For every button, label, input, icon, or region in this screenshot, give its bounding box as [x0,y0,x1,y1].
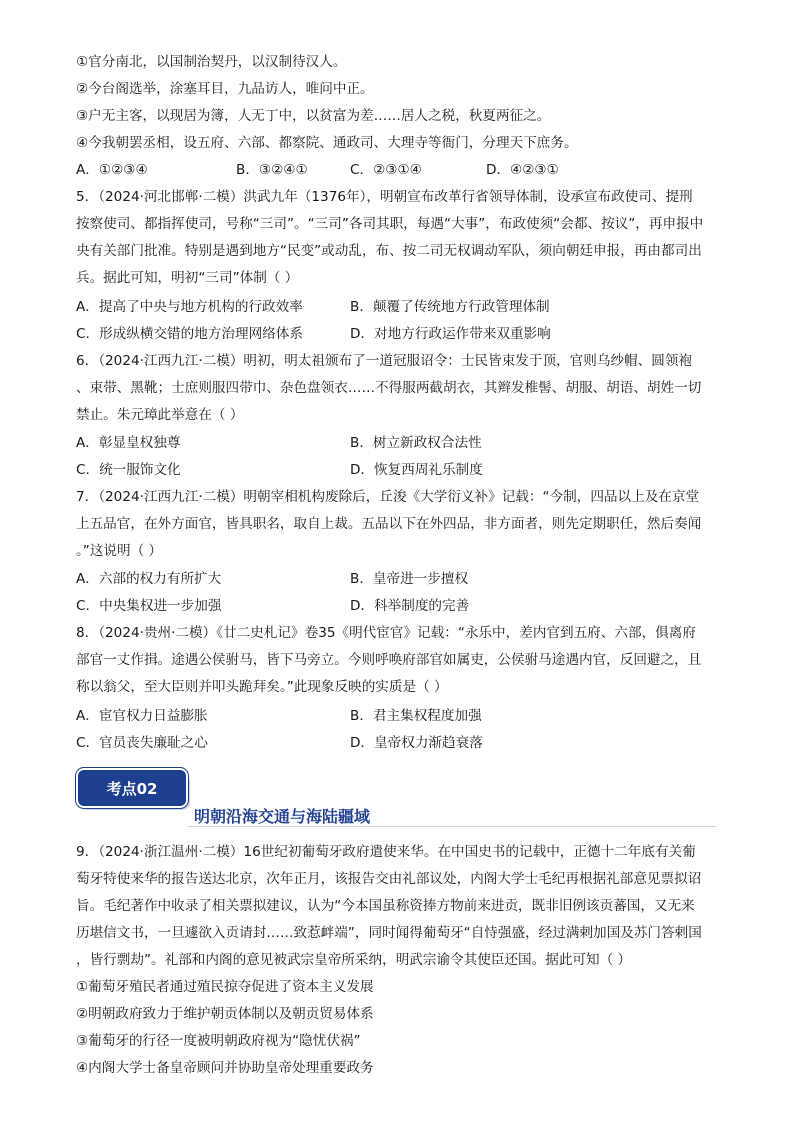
q8-stem-line: 称以翁父，至大臣则并叩头跪拜矣。”此现象反映的实质是（ ） [76,679,448,695]
q9-item-4: ④内阁大学士备皇帝顾问并协助皇帝处理重要政务 [76,1060,374,1076]
q4-item-1: ①官分南北，以国制治契丹，以汉制待汉人。 [76,54,347,70]
q5-option-b: B．颠覆了传统地方行政管理体制 [350,299,550,315]
q8-option-b: B．君主集权程度加强 [350,708,482,724]
q4-item-4: ④今我朝罢丞相，设五府、六部、都察院、通政司、大理寺等衙门，分理天下庶务。 [76,135,578,151]
q9-item-3: ③葡萄牙的行径一度被明朝政府视为“隐忧伏祸” [76,1033,361,1049]
section-header [76,768,716,830]
q5-option-d: D．对地方行政运作带来双重影响 [350,326,551,342]
q6-stem-line: 6．（2024·江西九江·二模）明初，明太祖颁布了一道冠服诏令：士民皆束发于顶，官则乌纱帽、圆领袍 [76,353,693,369]
q7-option-c: C．中央集权进一步加强 [76,598,222,614]
q5-stem-line: 按察使司、都指挥使司，号称“三司”。“三司”各司其职，每遇“大事”，布政使须“会都、按议”，再申报中 [76,216,704,232]
q8-stem-line: 8．（2024·贵州·二模）《廿二史札记》卷35《明代宦官》记载：“永乐中，差内官到五府、六部，俱离府 [76,625,696,641]
q6-option-b: B．树立新政权合法性 [350,435,482,451]
q9-item-1: ①葡萄牙殖民者通过殖民掠夺促进了资本主义发展 [76,979,374,995]
q7-stem-line: 上五品官，在外方面官，皆具职名，取自上裁。五品以下在外四品，非方面者，则先定期职任，然后奏闻 [76,516,702,532]
q4-option-a: A．①②③④ [76,162,148,178]
q4-item-2: ②今台阁选举，涂塞耳目，九品访人，唯问中正。 [76,81,374,97]
q5-option-c: C．形成纵横交错的地方治理网络体系 [76,326,303,342]
q9-stem-line: 旨。毛纪著作中收录了相关票拟建议，认为“今本国虽称资捧方物前来进贡，既非旧例该贡蕃国，又无来 [76,898,695,914]
q9-stem-line: ，皆行剽劫”。礼部和内阁的意见被武宗皇帝所采纳，明武宗谕令其使臣还国。据此可知（ ） [76,952,632,968]
q7-option-a: A．六部的权力有所扩大 [76,571,222,587]
q9-item-2: ②明朝政府致力于维护朝贡体制以及朝贡贸易体系 [76,1006,374,1022]
q7-stem-line: 。”这说明（ ） [76,543,163,559]
q8-option-c: C．官员丧失廉耻之心 [76,735,208,751]
q6-option-c: C．统一服饰文化 [76,462,181,478]
q4-item-3: ③户无主客，以现居为簿，人无丁中，以贫富为差……居人之税，秋夏两征之。 [76,108,551,124]
q5-stem-line: 5．（2024·河北邯郸·二模）洪武九年（1376年），明朝宣布改革行省领导体制，设承宣布政使司、提刑 [76,189,693,205]
q6-option-a: A．彰显皇权独尊 [76,435,181,451]
q8-stem-line: 部官一丈作揖。途遇公侯驸马，皆下马旁立。今则呼唤府部官如属吏，公侯驸马途遇内官，反回避之，且 [76,652,702,668]
q9-stem-line: 历堪信文书，一旦遽欲入贡请封……致惹衅端”，同时闻得葡萄牙“自恃强盛，经过满剌加国及苏门答剌国 [76,925,702,941]
section-title: 明朝沿海交通与海陆疆域 [194,807,371,826]
q9-stem-line: 9．（2024·浙江温州·二模）16世纪初葡萄牙政府遣使来华。在中国史书的记载中，正德十二年底有关葡 [76,844,696,860]
q7-option-d: D．科举制度的完善 [350,598,470,614]
q6-stem-line: 、束带、黑靴；士庶则服四带巾、杂色盘领衣……不得服两截胡衣，其辫发椎髻、胡服、胡语、胡姓一切 [76,380,702,396]
q6-option-d: D．恢复西周礼乐制度 [350,462,483,478]
q4-option-c: C．②③①④ [350,162,422,178]
section-underline [188,826,716,827]
section-badge: 考点02 [76,768,188,808]
q7-stem-line: 7．（2024·江西九江·二模）明朝宰相机构废除后，丘浚《大学衍义补》记载：“今制，四品以上及在京堂 [76,489,700,505]
q9-stem-line: 萄牙特使来华的报告送达北京，次年正月，该报告交由礼部议处，内阁大学士毛纪再根据礼部意见票拟诏 [76,871,702,887]
q4-option-d: D．④②③① [486,162,559,178]
q4-option-b: B．③②④① [236,162,308,178]
q8-option-a: A．宦官权力日益膨胀 [76,708,208,724]
q5-stem-line: 兵。据此可知，明初“三司”体制（ ） [76,270,299,286]
q6-stem-line: 禁止。朱元璋此举意在（ ） [76,407,244,423]
q8-option-d: D．皇帝权力渐趋衰落 [350,735,483,751]
q5-stem-line: 央有关部门批准。特别是遇到地方“民变”或动乱，布、按二司无权调动军队，须向朝廷申报，再由都司出 [76,243,702,259]
q7-option-b: B．皇帝进一步擅权 [350,571,469,587]
q5-option-a: A．提高了中央与地方机构的行政效率 [76,299,303,315]
